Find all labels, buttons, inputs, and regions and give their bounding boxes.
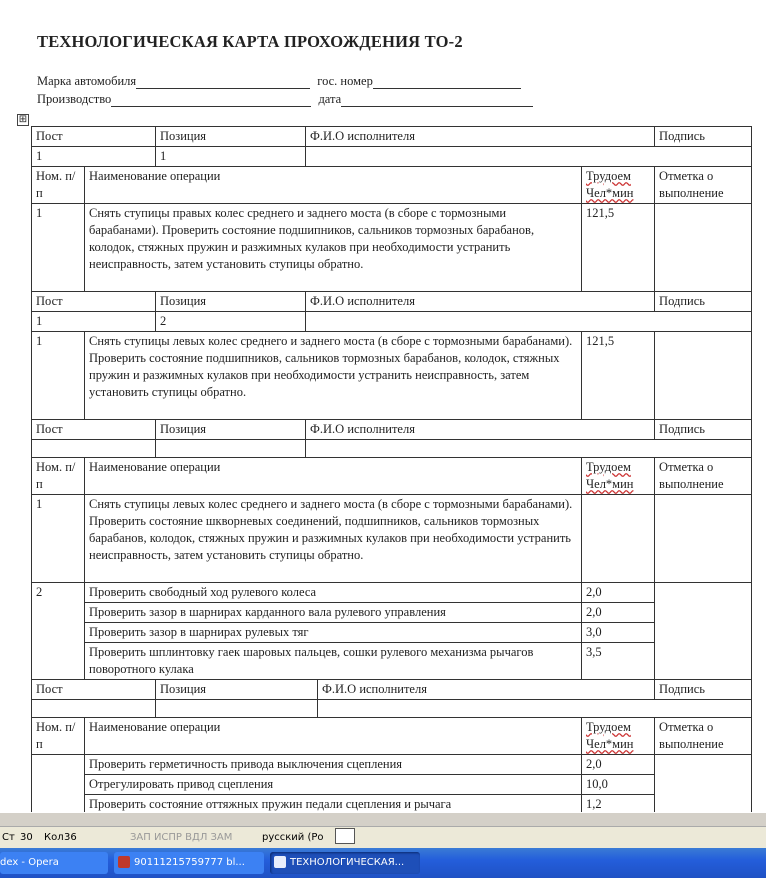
production-field-line (37, 92, 533, 107)
table-row (32, 623, 752, 643)
op-labor[interactable]: 2,0 (582, 583, 655, 603)
post-header: Пост (32, 127, 156, 147)
taskbar-item-label: ТЕХНОЛОГИЧЕСКАЯ... (290, 857, 405, 868)
taskbar-item-label: dex - Opera (0, 857, 59, 868)
op-text[interactable]: Проверить зазор в шарнирах карданного вала рулевого управления (85, 603, 582, 623)
plate-label: гос. номер (317, 74, 373, 88)
tech-card-table (31, 126, 752, 812)
production-input[interactable] (111, 94, 311, 107)
position-header: Позиция (156, 420, 306, 440)
position-header: Позиция (156, 292, 306, 312)
date-label: дата (318, 92, 342, 106)
op-name-header: Наименование операции (85, 458, 582, 495)
post-value[interactable] (32, 440, 156, 458)
table-row (32, 420, 752, 440)
post-value[interactable] (32, 700, 156, 718)
op-labor[interactable]: 3,5 (582, 643, 655, 680)
signature-header: Подпись (655, 292, 752, 312)
page-indicator-value: 30 (20, 832, 33, 843)
table-row (32, 147, 752, 167)
op-labor[interactable]: 10,0 (582, 775, 655, 795)
taskbar-item-opera[interactable] (0, 852, 108, 874)
post-header: Пост (32, 420, 156, 440)
position-value[interactable]: 1 (156, 147, 306, 167)
brand-input[interactable] (136, 76, 310, 89)
position-value[interactable] (156, 700, 318, 718)
op-text[interactable]: Проверить шплинтовку гаек шаровых пальцев, сошки рулевого механизма рычагов поворотного кулака (85, 643, 582, 680)
table-row (32, 440, 752, 458)
table-row (32, 680, 752, 700)
op-num[interactable]: 1 (32, 332, 85, 420)
col-indicator-label: Кол (44, 832, 64, 843)
signature-header: Подпись (655, 127, 752, 147)
op-labor[interactable]: 1,2 (582, 795, 655, 813)
brand-label: Марка автомобиля (37, 74, 137, 88)
num-header: Ном. п/п (32, 458, 85, 495)
op-mark[interactable] (655, 583, 752, 680)
op-name-header: Наименование операции (85, 718, 582, 755)
executor-value[interactable] (306, 312, 752, 332)
post-value[interactable]: 1 (32, 147, 156, 167)
table-row (32, 603, 752, 623)
taskbar-item-label: 90111215759777 bl... (134, 857, 245, 868)
op-num[interactable]: 1 (32, 204, 85, 292)
language-indicator[interactable]: русский (Ро (262, 832, 324, 843)
taskbar (0, 848, 766, 878)
op-mark[interactable] (655, 495, 752, 583)
mark-header: Отметка о выполнение (655, 718, 752, 755)
executor-value[interactable] (306, 440, 752, 458)
table-row (32, 167, 752, 204)
document-title: ТЕХНОЛОГИЧЕСКАЯ КАРТА ПРОХОЖДЕНИЯ ТО-2 (37, 32, 463, 51)
page-indicator-label: Ст (2, 832, 15, 843)
table-row (32, 127, 752, 147)
post-header: Пост (32, 292, 156, 312)
labor-header: Трудоем Чел*мин (582, 718, 655, 755)
op-text[interactable]: Снять ступицы правых колес среднего и заднего моста (в сборе с тормозными барабанами). Проверить состояние подшипников, сальников тормозных барабанов, колодок, стяжных пружин и разжимных кулаков при необходимости устранить неисправность, затем установить ступицы обратно. (85, 204, 582, 292)
production-label: Производство (37, 92, 112, 106)
table-row (32, 718, 752, 755)
edit-modes[interactable]: ЗАП ИСПР ВДЛ ЗАМ (130, 832, 233, 843)
op-mark[interactable] (655, 204, 752, 292)
op-text[interactable]: Проверить зазор в шарнирах рулевых тяг (85, 623, 582, 643)
plate-input[interactable] (373, 76, 521, 89)
op-labor[interactable]: 121,5 (582, 204, 655, 292)
labor-header: Трудоем Чел*мин (582, 458, 655, 495)
signature-header: Подпись (655, 680, 752, 700)
mark-header: Отметка о выполнение (655, 167, 752, 204)
num-header: Ном. п/п (32, 718, 85, 755)
executor-header: Ф.И.О исполнителя (318, 680, 655, 700)
position-header: Позиция (156, 680, 318, 700)
op-name-header: Наименование операции (85, 167, 582, 204)
op-text[interactable]: Отрегулировать привод сцепления (85, 775, 582, 795)
op-labor[interactable]: 2,0 (582, 755, 655, 775)
op-text[interactable]: Снять ступицы левых колес среднего и заднего моста (в сборе с тормозными барабанами). Проверить состояние шкворневых соединений, подшипников, сальников тормозных барабанов, колодок, стяжных пружин и разжимных кулаков при необходимости устранить неисправность, затем установить ступицы обратно. (85, 495, 582, 583)
op-labor[interactable]: 2,0 (582, 603, 655, 623)
executor-header: Ф.И.О исполнителя (306, 420, 655, 440)
date-input[interactable] (341, 94, 533, 107)
op-num[interactable]: 1 (32, 495, 85, 583)
signature-header: Подпись (655, 420, 752, 440)
table-move-handle-icon[interactable]: ⊞ (18, 114, 28, 125)
executor-value[interactable] (318, 700, 752, 718)
status-bar (0, 812, 766, 849)
taskbar-item-image[interactable] (114, 852, 264, 874)
spelling-check-icon[interactable] (335, 828, 355, 844)
table-row (32, 495, 752, 583)
labor-header: Трудоем Чел*мин (582, 167, 655, 204)
executor-header: Ф.И.О исполнителя (306, 127, 655, 147)
ruler-band (0, 813, 766, 827)
table-row (32, 755, 752, 775)
op-labor[interactable]: 3,0 (582, 623, 655, 643)
mark-header: Отметка о выполнение (655, 458, 752, 495)
op-text[interactable]: Проверить свободный ход рулевого колеса (85, 583, 582, 603)
word-document-icon (274, 856, 286, 868)
op-mark[interactable] (655, 332, 752, 420)
position-header: Позиция (156, 127, 306, 147)
executor-value[interactable] (306, 147, 752, 167)
op-labor[interactable] (582, 495, 655, 583)
table-row (32, 312, 752, 332)
op-text[interactable]: Проверить состояние оттяжных пружин педали сцепления и рычага (85, 795, 582, 813)
table-row (32, 775, 752, 795)
image-file-icon (118, 856, 130, 868)
op-mark[interactable] (655, 755, 752, 813)
table-row (32, 583, 752, 603)
brand-field-line (37, 74, 521, 89)
col-indicator-value: 36 (64, 832, 77, 843)
table-row (32, 458, 752, 495)
taskbar-item-word[interactable] (270, 852, 420, 874)
table-row (32, 700, 752, 718)
op-text[interactable]: Проверить герметичность привода выключения сцепления (85, 755, 582, 775)
table-row (32, 795, 752, 813)
op-num[interactable]: 2 (32, 583, 85, 680)
num-header: Ном. п/п (32, 167, 85, 204)
table-row (32, 204, 752, 292)
post-value[interactable]: 1 (32, 312, 156, 332)
op-labor[interactable]: 121,5 (582, 332, 655, 420)
op-num[interactable] (32, 755, 85, 813)
table-row (32, 332, 752, 420)
op-text[interactable]: Снять ступицы левых колес среднего и заднего моста (в сборе с тормозными барабанами). Проверить состояние подшипников, сальников тормозных барабанов, колодок, стяжных пружин и разжимных кулаков при необходимости устранить неисправность, затем установить ступицы обратно. (85, 332, 582, 420)
position-value[interactable]: 2 (156, 312, 306, 332)
table-row (32, 643, 752, 680)
table-row (32, 292, 752, 312)
post-header: Пост (32, 680, 156, 700)
executor-header: Ф.И.О исполнителя (306, 292, 655, 312)
position-value[interactable] (156, 440, 306, 458)
